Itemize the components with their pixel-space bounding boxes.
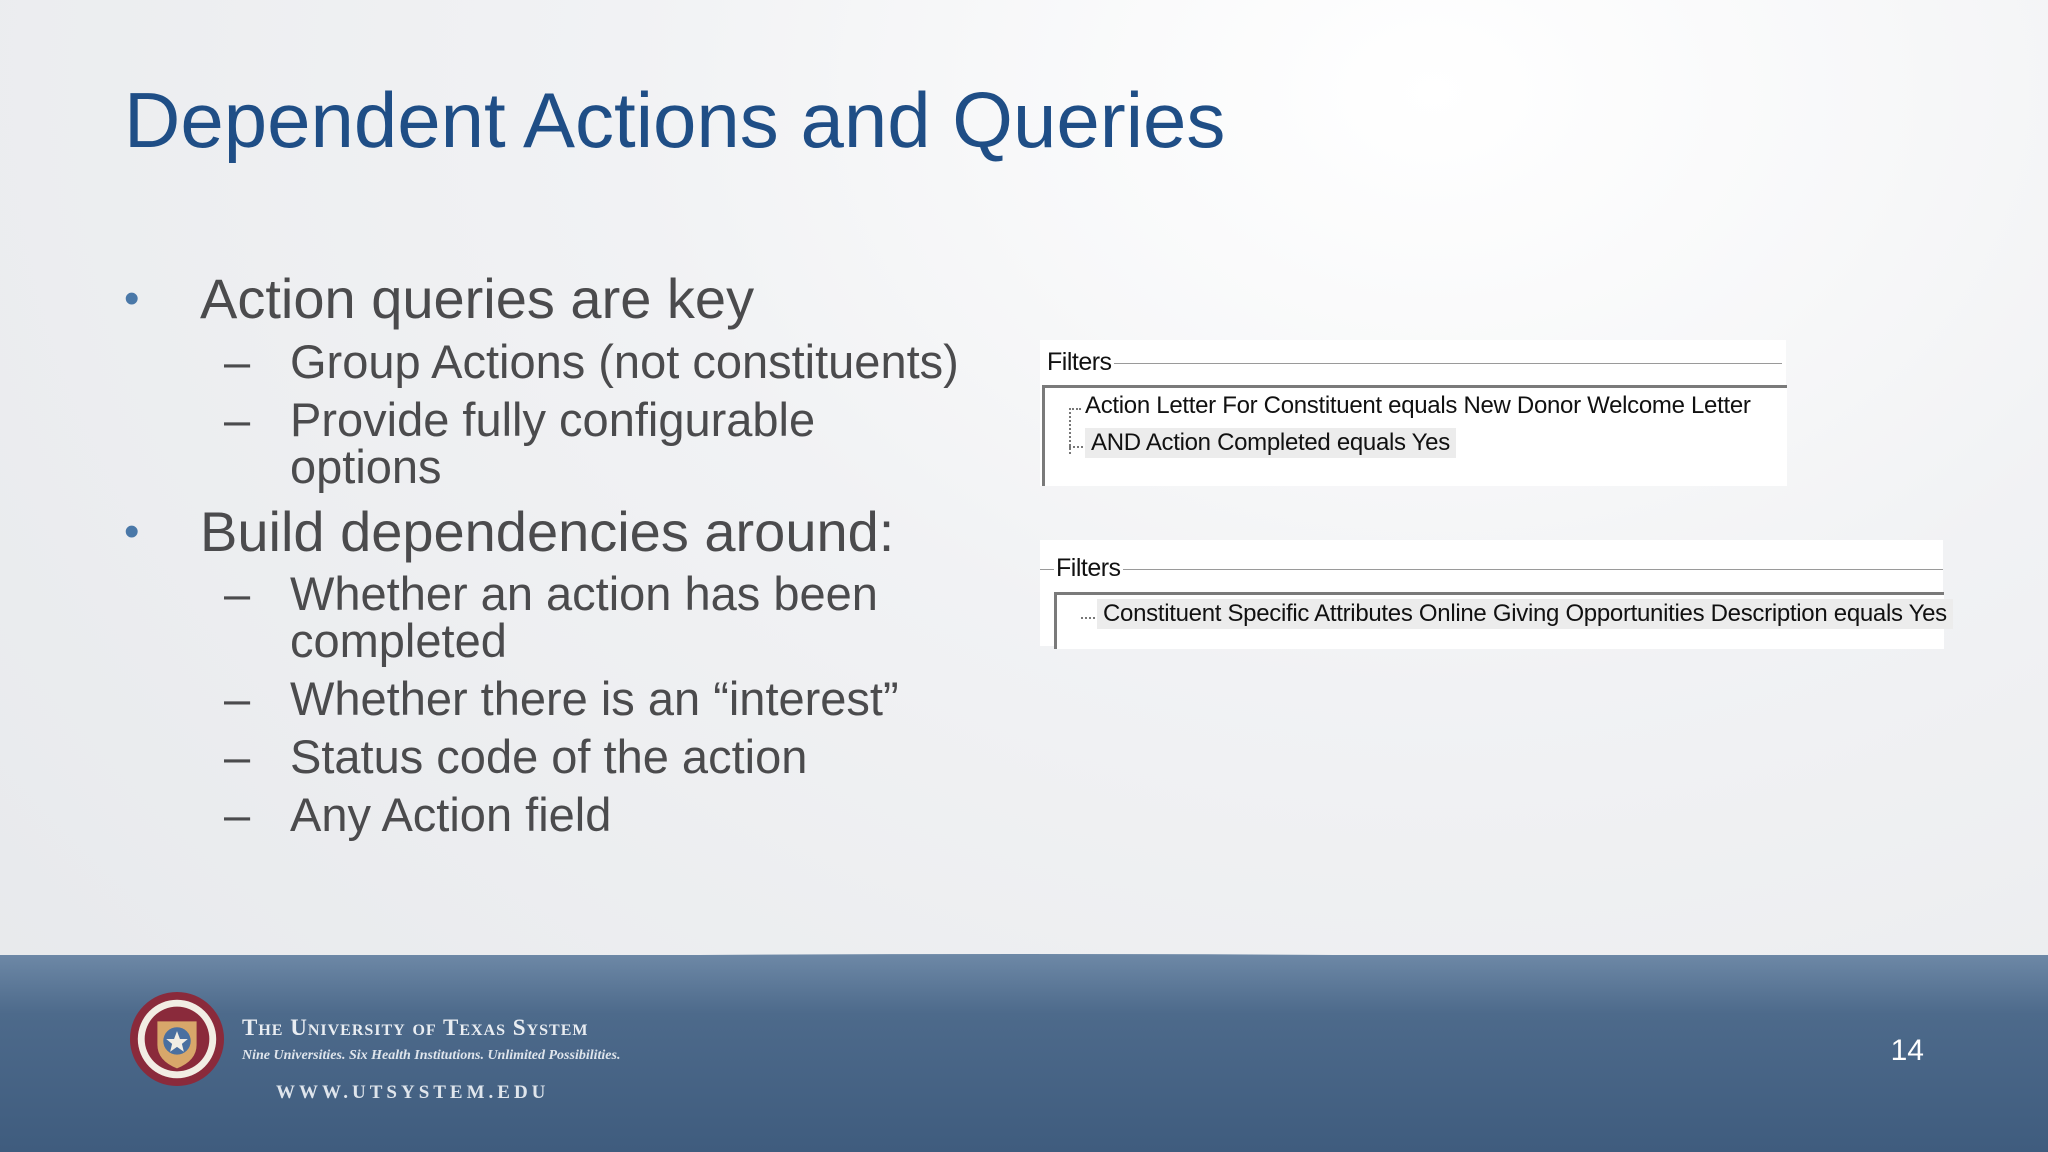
dash-icon: – xyxy=(224,334,251,388)
bullet-dot-icon: • xyxy=(124,274,140,323)
sub-bullet-text: Whether an action has been completed xyxy=(290,567,878,668)
filters-screenshot-2 xyxy=(1040,540,1947,646)
bullet-text: Build dependencies around: xyxy=(200,499,895,563)
sub-bullet-item xyxy=(124,567,930,668)
filter-row-selected: Constituent Specific Attributes Online Giving Opportunities Description equals Yes xyxy=(1097,599,1953,629)
university-seal-icon xyxy=(128,990,226,1088)
sub-bullet-text: Whether there is an “interest” xyxy=(290,672,899,726)
org-name: The University of Texas System xyxy=(242,1015,589,1040)
sub-bullet-item xyxy=(124,672,1024,726)
sub-bullet-item xyxy=(124,788,1024,842)
sub-bullet-text: Status code of the action xyxy=(290,730,808,784)
dash-icon: – xyxy=(224,672,251,726)
org-url[interactable]: WWW.UTSYSTEM.EDU xyxy=(276,1082,550,1103)
dash-icon: – xyxy=(224,567,251,621)
dash-icon: – xyxy=(224,730,251,784)
filter-row-selected: AND Action Completed equals Yes xyxy=(1085,428,1456,458)
filters-tree-box xyxy=(1054,592,1947,649)
filter-row: Action Letter For Constituent equals New Donor Welcome Letter xyxy=(1085,392,1751,419)
dash-icon: – xyxy=(224,788,251,842)
dash-icon: – xyxy=(224,392,251,446)
filters-legend: Filters xyxy=(1056,554,1121,582)
bullet-item xyxy=(124,501,1024,564)
filters-legend: Filters xyxy=(1047,348,1112,376)
bullet-item xyxy=(124,268,1024,331)
sub-bullet-item xyxy=(124,334,1024,388)
filters-tree-box xyxy=(1042,385,1787,486)
slide-title: Dependent Actions and Queries xyxy=(124,76,1226,164)
page-number: 14 xyxy=(1890,1034,1924,1067)
sub-bullet-text: Any Action field xyxy=(290,788,612,842)
sub-bullet-item xyxy=(124,392,910,493)
org-tagline: Nine Universities. Six Health Institutions. Unlimited Possibilities. xyxy=(242,1048,621,1063)
filters-screenshot-1 xyxy=(1040,340,1786,486)
sub-bullet-text: Group Actions (not constituents) xyxy=(290,334,959,388)
sub-bullet-text: Provide fully configurable options xyxy=(290,392,816,493)
bullet-text: Action queries are key xyxy=(200,267,755,330)
bullet-dot-icon: • xyxy=(124,506,140,556)
bullet-list xyxy=(124,267,1024,842)
sub-bullet-item xyxy=(124,730,1024,784)
